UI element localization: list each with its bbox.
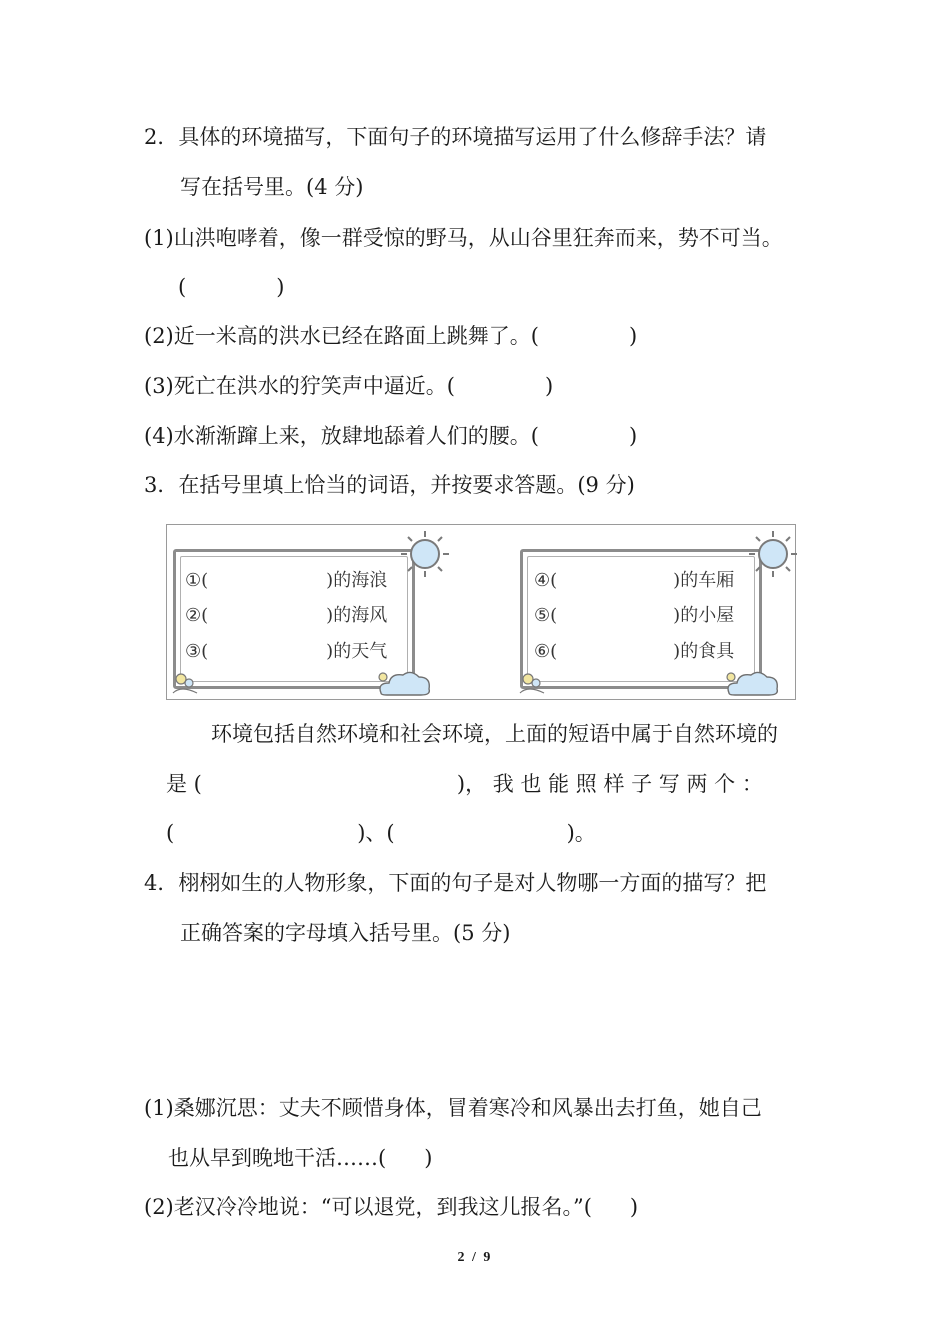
bracket-open: ( xyxy=(178,275,187,299)
phrase-5[interactable]: ⑤( )的小屋 xyxy=(534,605,735,626)
q2-item3 xyxy=(144,373,553,399)
q2-item3-text: (3)死亡在洪水的狞笑声中逼近。( xyxy=(144,374,455,398)
flower-icon xyxy=(516,671,548,695)
q2-item2-text: (2)近一米高的洪水已经在路面上跳舞了。( xyxy=(144,324,539,348)
phrase-2[interactable]: ②( )的海风 xyxy=(185,605,388,626)
q3-para2: 是 ( )， 我 也 能 照 样 子 写 两 个 ： xyxy=(166,772,763,796)
q2-title-line2: 写在括号里。(4 分) xyxy=(180,175,364,199)
q2-title-line1: 2．具体的环境描写，下面句子的环境描写运用了什么修辞手法？请 xyxy=(144,125,767,149)
phrase-4[interactable]: ④( )的车厢 xyxy=(534,570,735,591)
q2-item4 xyxy=(144,423,637,449)
q2-item1: (1)山洪咆哮着，像一群受惊的野马，从山谷里狂奔而来，势不可当。 xyxy=(144,226,783,250)
q3-para3: ( )、( )。 xyxy=(166,821,596,845)
flower-icon xyxy=(169,671,201,695)
bracket-close: ) xyxy=(628,424,638,448)
q4-item1-line1: (1)桑娜沉思：丈夫不顾惜身体，冒着寒冷和风暴出去打鱼，她自己 xyxy=(144,1096,762,1120)
phrase-6[interactable]: ⑥( )的食具 xyxy=(534,641,735,662)
bracket-close: ) xyxy=(544,374,554,398)
phrase-1[interactable]: ①( )的海浪 xyxy=(185,570,388,591)
q3-para1: 环境包括自然环境和社会环境，上面的短语中属于自然环境的 xyxy=(211,722,778,746)
q2-item2 xyxy=(144,323,637,349)
bracket-close: ) xyxy=(276,275,285,299)
bracket-close: ) xyxy=(628,324,638,348)
cloud-icon xyxy=(375,667,435,697)
q2-item4-text: (4)水渐渐蹿上来，放肆地舔着人们的腰。( xyxy=(144,424,539,448)
q4-title-line2: 正确答案的字母填入括号里。(5 分) xyxy=(180,921,511,945)
page-number: 2 / 9 xyxy=(457,1250,493,1265)
q3-phrase-box xyxy=(166,524,796,700)
q4-item2: (2)老汉冷冷地说：“可以退党，到我这儿报名。”( ) xyxy=(144,1195,639,1219)
sun-icon xyxy=(747,529,799,579)
q3-title: 3．在括号里填上恰当的词语，并按要求答题。(9 分) xyxy=(144,473,635,497)
cloud-icon xyxy=(723,667,783,697)
sun-icon xyxy=(399,529,451,579)
q4-item1-line2: 也从早到晚地干活……( ) xyxy=(168,1146,433,1170)
q2-item1-answer[interactable] xyxy=(178,274,284,300)
phrase-3[interactable]: ③( )的天气 xyxy=(185,641,388,662)
q4-title-line1: 4．栩栩如生的人物形象，下面的句子是对人物哪一方面的描写？把 xyxy=(144,871,767,895)
